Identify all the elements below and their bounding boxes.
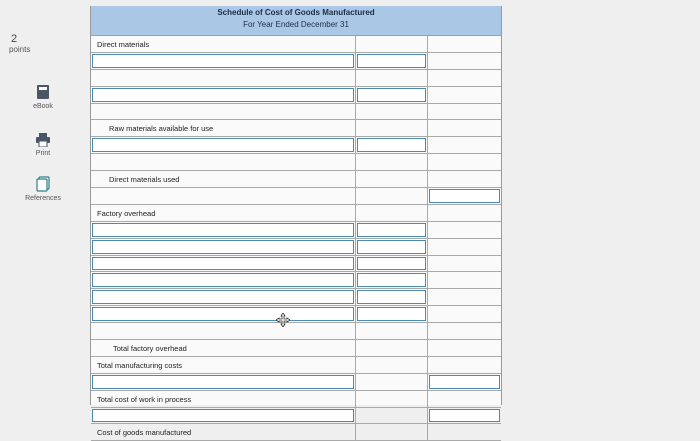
schedule-cell-c3: [428, 374, 501, 390]
account-input[interactable]: [92, 290, 354, 304]
schedule-row: [91, 171, 501, 188]
schedule-title: Schedule of Cost of Goods Manufactured: [217, 8, 375, 17]
schedule-row: [91, 205, 501, 222]
cogm-schedule-worksheet: [90, 6, 502, 438]
account-input[interactable]: [92, 240, 354, 254]
schedule-cell-c2: [356, 306, 428, 322]
amount-input[interactable]: [429, 189, 500, 203]
amount-input[interactable]: [357, 88, 426, 102]
amount-input[interactable]: [357, 54, 426, 68]
schedule-row: [91, 239, 501, 256]
schedule-cell-c1: [91, 391, 356, 407]
schedule-cell-c1: [91, 188, 356, 204]
schedule-cell-c1: [91, 272, 356, 288]
book-icon: [36, 84, 50, 100]
schedule-cell-c3: [428, 137, 501, 153]
schedule-cell-c2: [356, 154, 428, 170]
schedule-cell-c2: [356, 424, 428, 440]
schedule-cell-c2: [356, 36, 428, 52]
schedule-cell-c3: [428, 256, 501, 272]
schedule-cell-c2: [356, 205, 428, 221]
schedule-cell-c3: [428, 188, 501, 204]
schedule-row: [91, 87, 501, 104]
schedule-cell-c1: [91, 120, 356, 136]
schedule-row: [91, 357, 501, 374]
amount-input[interactable]: [429, 409, 500, 423]
schedule-cell-c2: [356, 222, 428, 238]
schedule-cell-c2: [356, 171, 428, 187]
schedule-cell-c1: [91, 205, 356, 221]
row-label: Direct materials: [97, 40, 150, 49]
schedule-row: [91, 391, 501, 408]
schedule-cell-c2: [356, 104, 428, 120]
account-input[interactable]: [92, 307, 354, 321]
schedule-cell-c1: [91, 306, 356, 322]
account-input[interactable]: [92, 54, 354, 68]
schedule-cell-c3: [428, 408, 501, 424]
print-label: Print: [35, 150, 51, 157]
schedule-cell-c1: [91, 374, 356, 390]
schedule-row: [91, 137, 501, 154]
schedule-cell-c3: [428, 391, 501, 407]
schedule-cell-c2: [356, 188, 428, 204]
schedule-cell-c1: [91, 340, 356, 356]
schedule-cell-c2: [356, 408, 428, 424]
schedule-cell-c3: [428, 205, 501, 221]
schedule-cell-c2: [356, 340, 428, 356]
schedule-cell-c1: [91, 408, 356, 424]
amount-input[interactable]: [357, 290, 426, 304]
schedule-row: [91, 36, 501, 53]
schedule-cell-c2: [356, 120, 428, 136]
schedule-cell-c2: [356, 70, 428, 86]
schedule-cell-c2: [356, 256, 428, 272]
schedule-header: [91, 6, 501, 36]
schedule-row: [91, 408, 501, 425]
question-number: 2: [11, 33, 18, 45]
schedule-cell-c3: [428, 70, 501, 86]
schedule-cell-c2: [356, 357, 428, 373]
amount-input[interactable]: [357, 240, 426, 254]
schedule-cell-c1: [91, 154, 356, 170]
references-icon: [36, 176, 50, 192]
references-label: References: [25, 195, 61, 202]
ebook-label: eBook: [33, 103, 53, 110]
schedule-cell-c3: [428, 272, 501, 288]
schedule-row: [91, 323, 501, 340]
amount-input[interactable]: [357, 273, 426, 287]
schedule-cell-c3: [428, 154, 501, 170]
account-input[interactable]: [92, 138, 354, 152]
schedule-cell-c2: [356, 239, 428, 255]
schedule-cell-c3: [428, 222, 501, 238]
schedule-cell-c1: [91, 289, 356, 305]
schedule-row: [91, 340, 501, 357]
schedule-cell-c3: [428, 323, 501, 339]
schedule-cell-c1: [91, 222, 356, 238]
schedule-cell-c3: [428, 87, 501, 103]
schedule-cell-c3: [428, 306, 501, 322]
schedule-row: [91, 70, 501, 87]
row-label: Factory overhead: [97, 208, 156, 218]
account-input[interactable]: [92, 375, 354, 389]
account-input[interactable]: [92, 257, 354, 271]
schedule-row: [91, 104, 501, 121]
schedule-cell-c1: [91, 36, 356, 52]
schedule-row: [91, 120, 501, 137]
print-button[interactable]: [16, 133, 70, 157]
schedule-cell-c3: [428, 424, 501, 440]
ebook-button[interactable]: [16, 84, 70, 110]
schedule-cell-c1: [91, 137, 356, 153]
schedule-cell-c1: [91, 239, 356, 255]
schedule-cell-c3: [428, 340, 501, 356]
row-label: Total manufacturing costs: [97, 360, 183, 370]
schedule-row: [91, 424, 501, 441]
schedule-row: [91, 188, 501, 205]
schedule-cell-c3: [428, 104, 501, 120]
schedule-cell-c2: [356, 374, 428, 390]
schedule-cell-c1: [91, 104, 356, 120]
schedule-cell-c3: [428, 171, 501, 187]
amount-input[interactable]: [357, 223, 426, 237]
schedule-row: [91, 272, 501, 289]
schedule-cell-c1: [91, 171, 356, 187]
schedule-cell-c1: [91, 53, 356, 69]
row-label: Raw materials available for use: [109, 124, 214, 134]
schedule-cell-c3: [428, 357, 501, 373]
amount-input[interactable]: [357, 257, 426, 271]
amount-input[interactable]: [357, 307, 426, 321]
row-label: Total cost of work in process: [97, 394, 192, 404]
account-input[interactable]: [92, 223, 354, 237]
schedule-row: [91, 53, 501, 70]
schedule-cell-c1: [91, 256, 356, 272]
printer-icon: [35, 133, 51, 147]
points-label: points: [9, 45, 31, 54]
schedule-row: [91, 306, 501, 323]
amount-input[interactable]: [357, 138, 426, 152]
schedule-cell-c2: [356, 53, 428, 69]
amount-input[interactable]: [429, 375, 500, 389]
schedule-cell-c1: [91, 70, 356, 86]
account-input[interactable]: [92, 409, 354, 423]
schedule-cell-c2: [356, 289, 428, 305]
schedule-subtitle: For Year Ended December 31: [243, 20, 349, 29]
schedule-cell-c1: [91, 87, 356, 103]
schedule-cell-c3: [428, 239, 501, 255]
schedule-row: [91, 256, 501, 273]
schedule-cell-c2: [356, 137, 428, 153]
schedule-row: [91, 154, 501, 171]
schedule-cell-c2: [356, 323, 428, 339]
schedule-row: [91, 374, 501, 391]
schedule-cell-c3: [428, 53, 501, 69]
account-input[interactable]: [92, 88, 354, 102]
schedule-cell-c2: [356, 391, 428, 407]
schedule-cell-c1: [91, 323, 356, 339]
move-cursor-icon: [276, 313, 290, 327]
schedule-cell-c2: [356, 87, 428, 103]
account-input[interactable]: [92, 273, 354, 287]
schedule-cell-c1: [91, 424, 356, 440]
schedule-cell-c1: [91, 357, 356, 373]
question-sidebar: [0, 0, 78, 405]
row-label: Direct materials used: [109, 175, 180, 185]
schedule-cell-c3: [428, 120, 501, 136]
schedule-cell-c3: [428, 289, 501, 305]
schedule-cell-c3: [428, 36, 501, 52]
row-label: Cost of goods manufactured: [97, 428, 192, 438]
schedule-cell-c2: [356, 272, 428, 288]
schedule-row: [91, 222, 501, 239]
schedule-row: [91, 289, 501, 306]
schedule-rows: [91, 36, 501, 441]
references-button[interactable]: [12, 176, 74, 202]
row-label: Total factory overhead: [113, 344, 187, 354]
